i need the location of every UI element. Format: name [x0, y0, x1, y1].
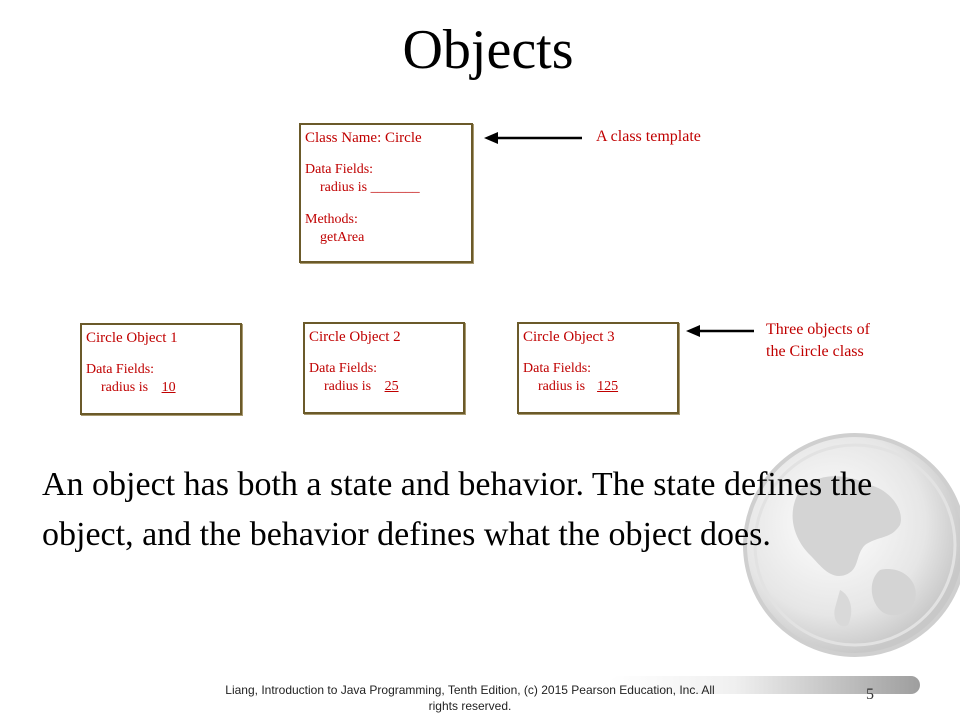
methods-label: Methods: [305, 212, 358, 227]
page-number: 5 [866, 686, 874, 703]
data-fields-label: Data Fields: [523, 361, 592, 376]
class-template-box [299, 123, 473, 263]
class-name: Class Name: Circle [305, 130, 422, 146]
body-paragraph: An object has both a state and behavior. The state defines the object, and the behavior defines what the object does. [42, 466, 873, 553]
footer-copyright: Liang, Introduction to Java Programming, Tenth Edition, (c) 2015 Pearson Education, Inc. All rights reserved. [225, 683, 715, 713]
radius-field: radius is 125 [523, 378, 677, 396]
slide-title: Objects [402, 19, 574, 81]
data-fields-label: Data Fields: [309, 361, 378, 376]
data-fields-label: Data Fields: [305, 162, 374, 177]
radius-field: radius is 25 [309, 378, 463, 396]
radius-value: 125 [597, 379, 619, 394]
three-objects-label: Three objects of the Circle class [766, 321, 870, 360]
circle-object-3-box [517, 322, 679, 414]
arrow-left-icon [686, 323, 756, 339]
object-name: Circle Object 3 [523, 329, 615, 345]
radius-field: radius is 10 [86, 379, 240, 397]
arrow-left-icon [484, 130, 584, 146]
radius-value: 25 [384, 379, 399, 394]
method-getarea: getArea [320, 230, 365, 245]
radius-value: 10 [161, 380, 176, 395]
circle-object-2-box [303, 322, 465, 414]
object-name: Circle Object 2 [309, 329, 401, 345]
radius-field: radius is _______ [320, 180, 420, 195]
radius-blank: _______ [370, 180, 420, 195]
class-template-label: A class template [596, 128, 701, 145]
object-name: Circle Object 1 [86, 330, 178, 346]
data-fields-label: Data Fields: [86, 362, 155, 377]
circle-object-1-box [80, 323, 242, 415]
